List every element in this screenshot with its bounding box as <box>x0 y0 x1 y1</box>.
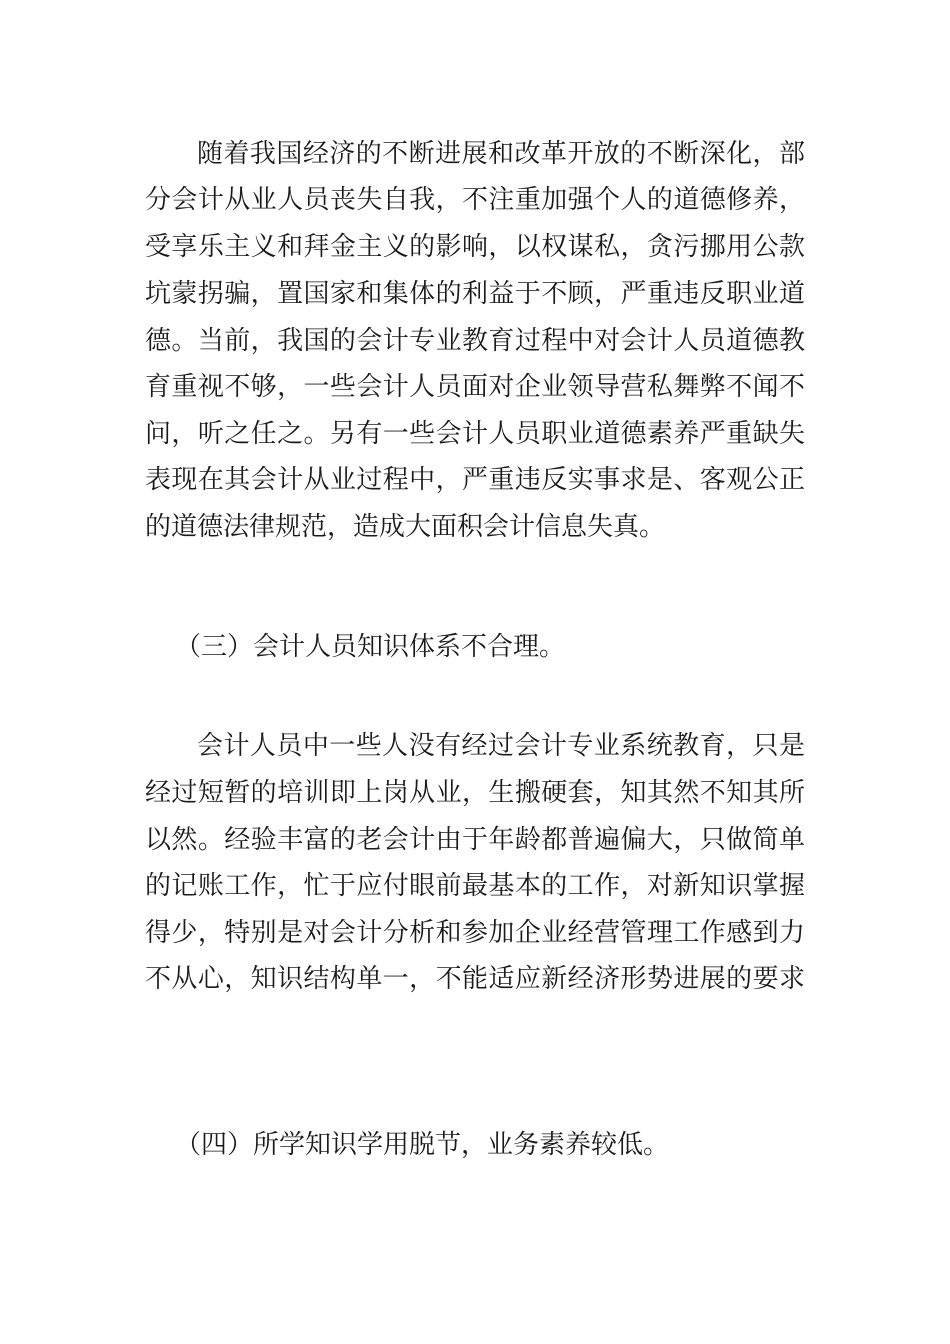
paragraph-line: 以然。经验丰富的老会计由于年龄都普遍偏大，只做简单 <box>145 825 805 855</box>
paragraph-line: 问，听之任之。另有一些会计人员职业道德素养严重缺失 <box>145 419 805 449</box>
paragraph-line: 育重视不够，一些会计人员面对企业领导营私舞弊不闻不 <box>145 372 805 402</box>
paragraph-line: 德。当前，我国的会计专业教育过程中对会计人员道德教 <box>145 326 805 356</box>
paragraph-line: 的道德法律规范，造成大面积会计信息失真。 <box>145 512 666 542</box>
paragraph-line: 分会计从业人员丧失自我，不注重加强个人的道德修养， <box>145 185 805 215</box>
section-heading-4: （四）所学知识学用脱节，业务素养较低。 <box>175 1130 670 1160</box>
paragraph-line: 随着我国经济的不断进展和改革开放的不断深化，部 <box>197 139 805 169</box>
paragraph-line: 受享乐主义和拜金主义的影响，以权谋私，贪污挪用公款 <box>145 232 805 262</box>
paragraph-line: 表现在其会计从业过程中，严重违反实事求是、客观公正 <box>145 465 805 495</box>
paragraph-line: 得少，特别是对会计分析和参加企业经营管理工作感到力 <box>145 918 805 948</box>
paragraph-line: 不从心，知识结构单一，不能适应新经济形势进展的要求 <box>145 964 805 994</box>
paragraph-line: 经过短暂的培训即上岗从业，生搬硬套，知其然不知其所 <box>145 778 805 808</box>
paragraph-line: 坑蒙拐骗，置国家和集体的利益于不顾，严重违反职业道 <box>145 279 805 309</box>
section-heading-3: （三）会计人员知识体系不合理。 <box>175 632 566 662</box>
paragraph-line: 的记账工作，忙于应付眼前最基本的工作，对新知识掌握 <box>145 871 805 901</box>
paragraph-line: 会计人员中一些人没有经过会计专业系统教育，只是 <box>197 731 805 761</box>
